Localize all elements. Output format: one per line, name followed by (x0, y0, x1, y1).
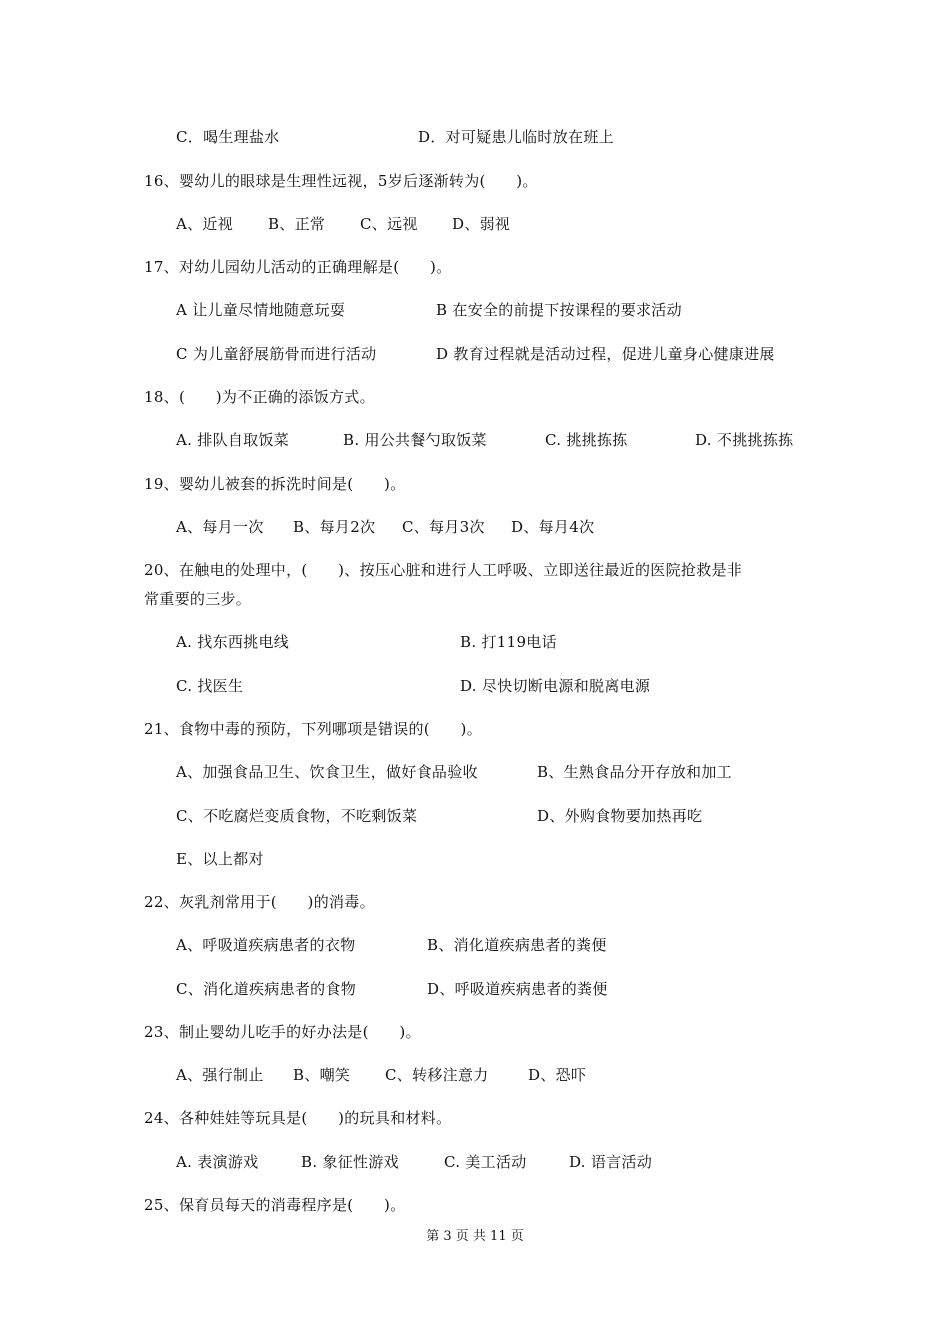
question-20-cont: 常重要的三步。 (144, 590, 252, 608)
q15-option-c: C．喝生理盐水 (176, 128, 280, 146)
q22-option-a: A、呼吸道疾病患者的衣物 (176, 936, 356, 954)
q20-option-c: C. 找医生 (176, 677, 244, 695)
question-22: 22、灰乳剂常用于( )的消毒。 (144, 893, 375, 911)
q18-option-b: B. 用公共餐勺取饭菜 (343, 431, 487, 449)
q18-option-d: D. 不挑挑拣拣 (695, 431, 794, 449)
q22-option-c: C、消化道疾病患者的食物 (176, 980, 357, 998)
q16-option-c: C、远视 (360, 215, 418, 233)
q22-option-b: B、消化道疾病患者的粪便 (427, 936, 607, 954)
q18-option-c: C. 挑挑拣拣 (545, 431, 628, 449)
q16-option-d: D、弱视 (452, 215, 511, 233)
q15-option-d: D．对可疑患儿临时放在班上 (418, 128, 614, 146)
q19-option-b: B、每月2次 (293, 518, 376, 536)
q21-option-d: D、外购食物要加热再吃 (537, 807, 703, 825)
q21-option-e: E、以上都对 (176, 850, 264, 868)
q21-option-a: A、加强食品卫生、饮食卫生，做好食品验收 (176, 763, 478, 781)
q17-option-c: C 为儿童舒展筋骨而进行活动 (176, 345, 377, 363)
q22-option-d: D、呼吸道疾病患者的粪便 (427, 980, 608, 998)
q24-option-d: D. 语言活动 (569, 1153, 653, 1171)
question-19: 19、婴幼儿被套的拆洗时间是( )。 (144, 475, 406, 493)
page-footer: 第 3 页 共 11 页 (426, 1229, 524, 1244)
q24-option-c: C. 美工活动 (444, 1153, 527, 1171)
q20-option-b: B. 打119电话 (460, 633, 557, 651)
q23-option-d: D、恐吓 (528, 1066, 587, 1084)
question-21: 21、食物中毒的预防，下列哪项是错误的( )。 (144, 720, 482, 738)
q23-option-a: A、强行制止 (176, 1066, 264, 1084)
question-16: 16、婴幼儿的眼球是生理性远视，5岁后逐渐转为( )。 (144, 172, 538, 190)
q17-option-d: D 教育过程就是活动过程，促进儿童身心健康进展 (436, 345, 775, 363)
q20-option-d: D. 尽快切断电源和脱离电源 (460, 677, 651, 695)
q16-option-b: B、正常 (268, 215, 326, 233)
q17-option-a: A 让儿童尽情地随意玩耍 (176, 301, 346, 319)
q23-option-c: C、转移注意力 (385, 1066, 489, 1084)
q20-option-a: A. 找东西挑电线 (176, 633, 290, 651)
question-23: 23、制止婴幼儿吃手的好办法是( )。 (144, 1023, 421, 1041)
q17-option-b: B 在安全的前提下按课程的要求活动 (436, 301, 682, 319)
q16-option-a: A、近视 (176, 215, 234, 233)
question-20: 20、在触电的处理中，( )、按压心脏和进行人工呼吸、立即送往最近的医院抢救是非 (144, 561, 743, 579)
q19-option-d: D、每月4次 (511, 518, 595, 536)
question-24: 24、各种娃娃等玩具是( )的玩具和材料。 (144, 1109, 452, 1127)
q18-option-a: A. 排队自取饭菜 (176, 431, 290, 449)
question-17: 17、对幼儿园幼儿活动的正确理解是( )。 (144, 258, 452, 276)
question-18: 18、( )为不正确的添饭方式。 (144, 388, 375, 406)
q24-option-b: B. 象征性游戏 (301, 1153, 399, 1171)
q24-option-a: A. 表演游戏 (176, 1153, 259, 1171)
q19-option-c: C、每月3次 (402, 518, 485, 536)
q19-option-a: A、每月一次 (176, 518, 264, 536)
question-25: 25、保育员每天的消毒程序是( )。 (144, 1196, 406, 1214)
q21-option-c: C、不吃腐烂变质食物，不吃剩饭菜 (176, 807, 418, 825)
q21-option-b: B、生熟食品分开存放和加工 (537, 763, 732, 781)
q23-option-b: B、嘲笑 (293, 1066, 351, 1084)
